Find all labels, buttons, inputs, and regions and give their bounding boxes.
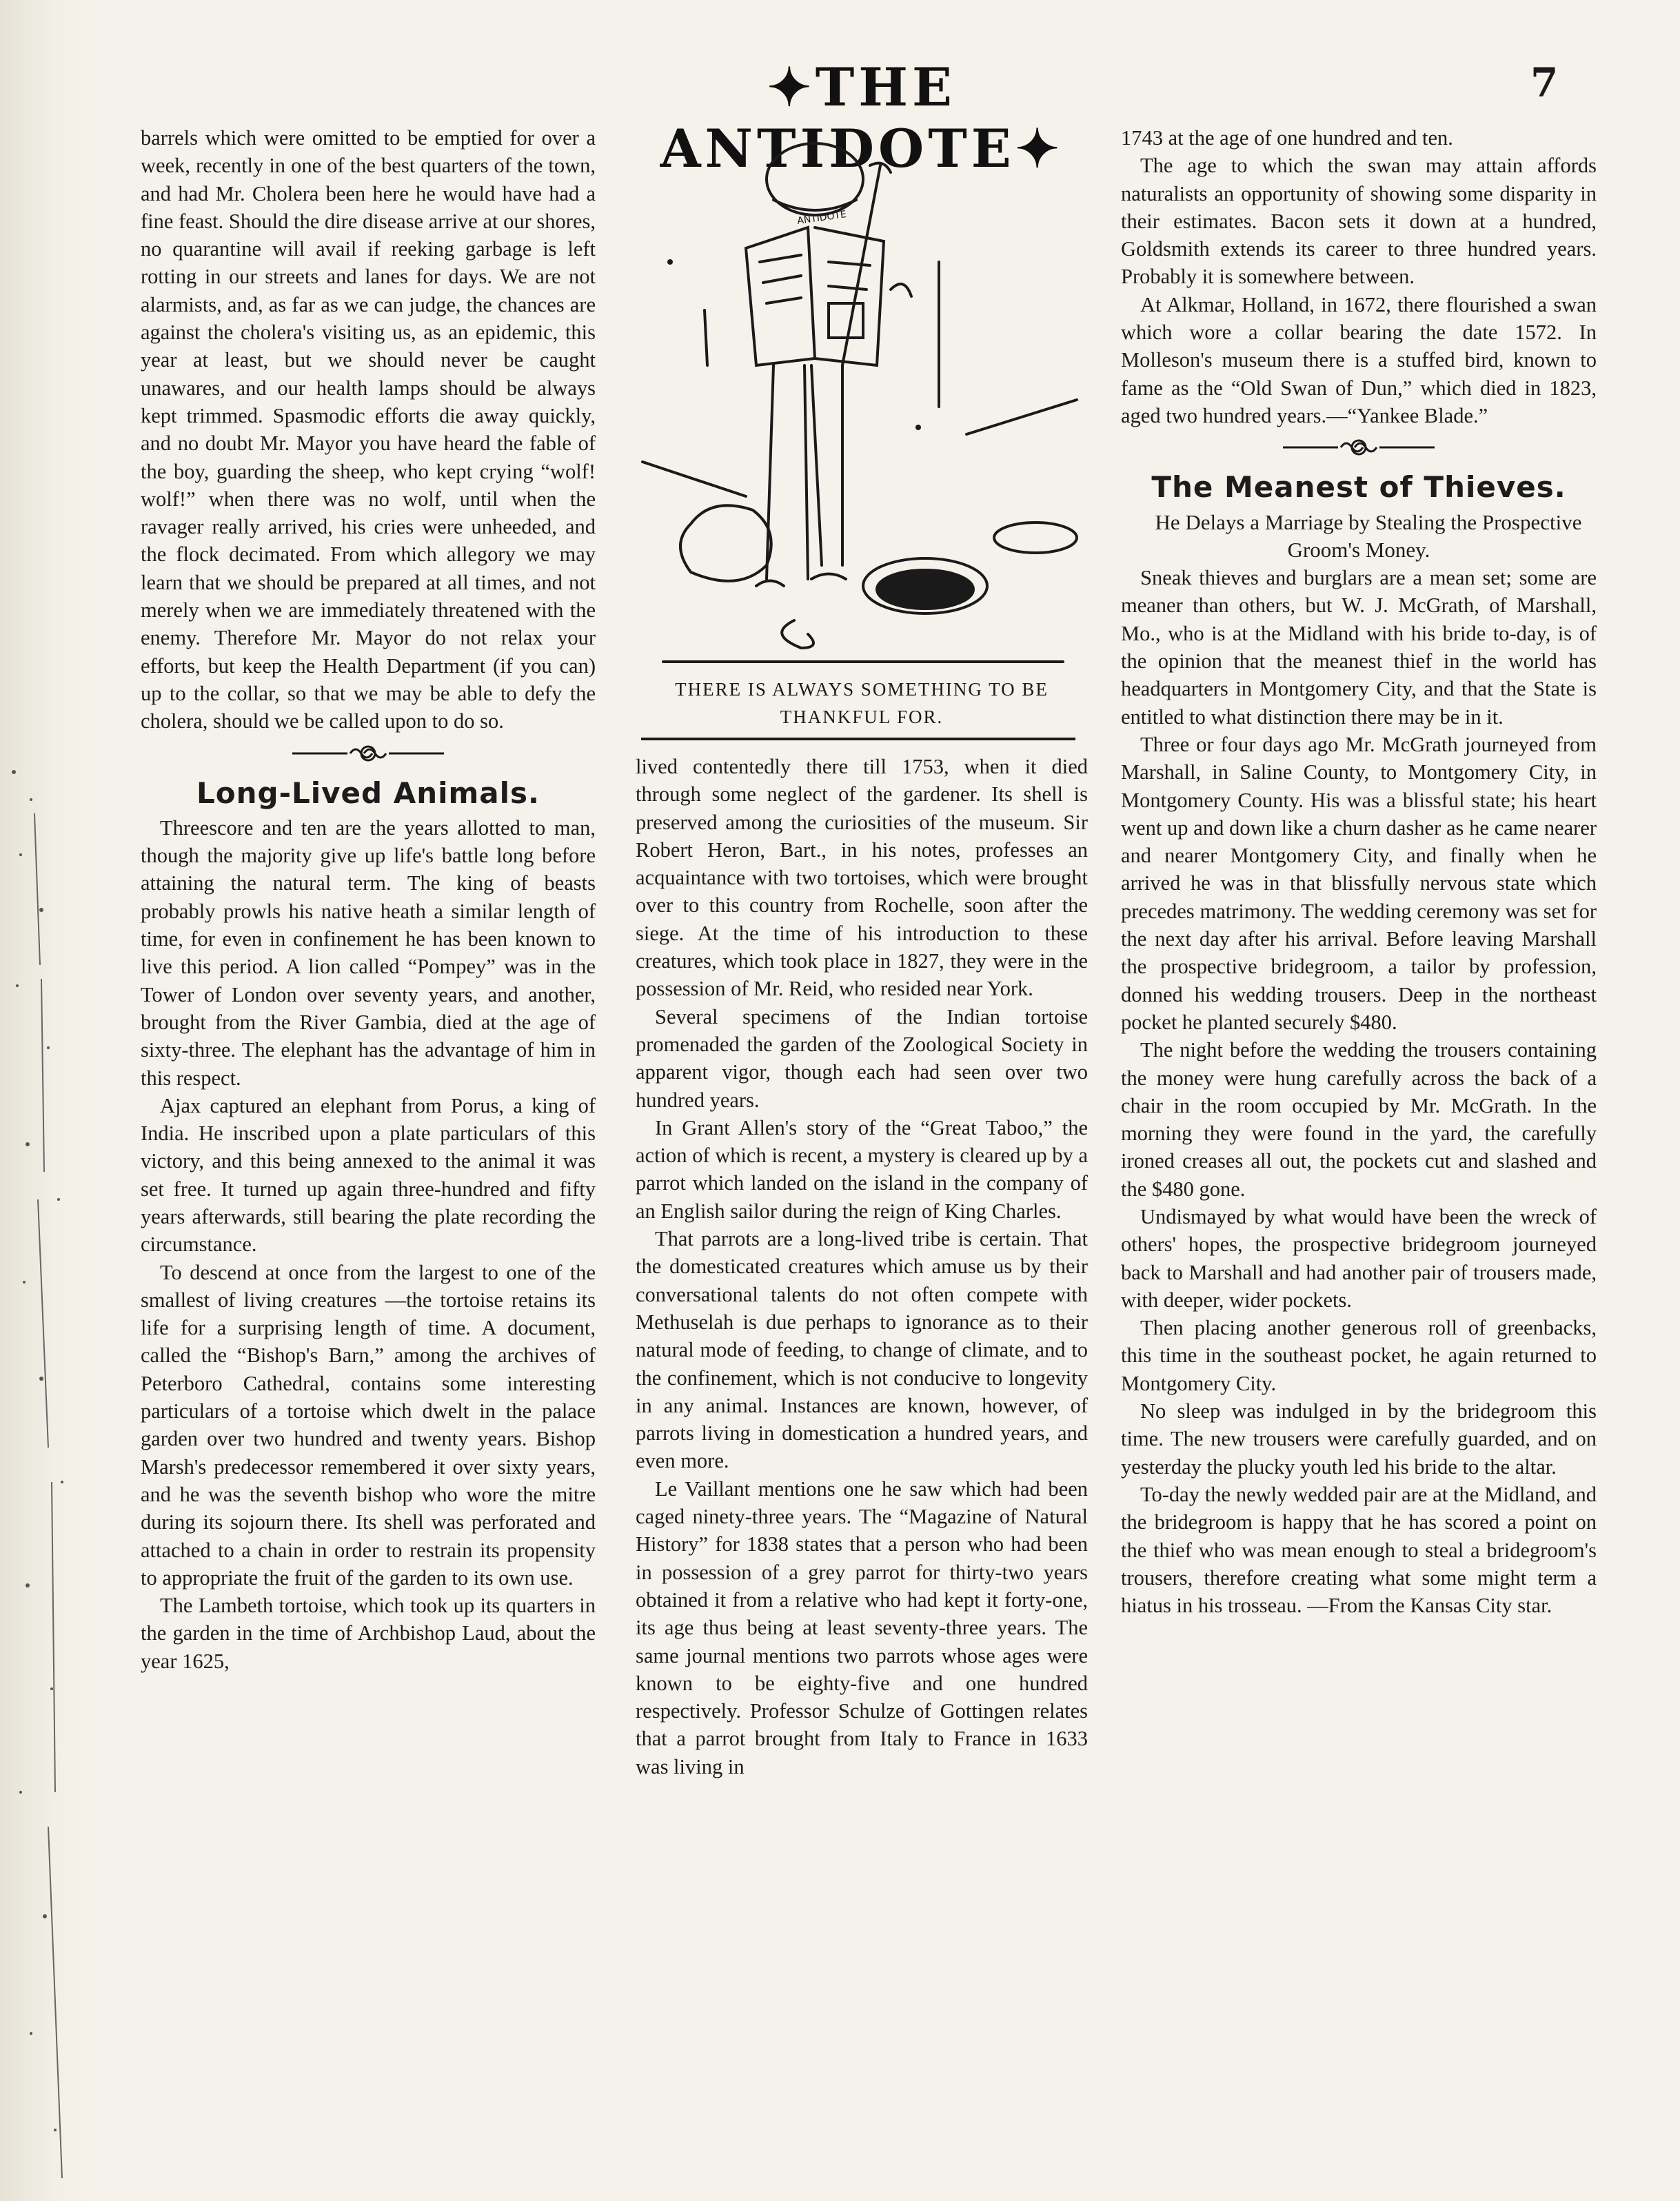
paragraph: Ajax captured an elephant from Porus, a king of India. He inscribed upon a plate particulars of this victory, and this being annexed to the animal it was set free. It turned up again three-hundred and fifty years afterwards, still bearing the plate recording the circumstance.	[141, 1093, 596, 1257]
illustration	[636, 138, 1088, 676]
paragraph: The night before the wedding the trousers containing the money were hung carefully across the back of a chair in the room occupied by Mr. McGrath. In the morning they were found in the yard, the carefully ironed creases all out, the pockets cut and slashed and the $480 gone.	[1121, 1038, 1597, 1201]
article-heading: The Meanest of Thieves.	[1151, 470, 1566, 505]
horizontal-rule	[641, 738, 1075, 740]
paragraph: lived contentedly there till 1753, when it died through some neglect of the gardener. Its shell is preserved among the curiosities of the museum. Sir Robert Heron, Bart., in his notes, professes an acquaintance with two tortoises, which were brought over to this country from Rochelle, soon after the siege. At the time of his introduction to these creatures, which took place in 1827, they were in the possession of Mr. Reid, who resided near York.	[636, 755, 1088, 1001]
man-reading-newspaper-drawing	[636, 138, 1088, 676]
paragraph: To-day the newly wedded pair are at the Midland, and the bridegroom is happy that he has scored a point on the thief who was mean enough to steal a bridegroom's trousers, therefore creating what some might term a hiatus in his trosseau. —From the Kansas City star.	[1121, 1482, 1597, 1618]
illustration-caption: THERE IS ALWAYS SOMETHING TO BE THANKFUL FOR.	[675, 679, 1049, 727]
paragraph: barrels which were omitted to be emptied for over a week, recently in one of the best quarters of the town, and had Mr. Cholera been here he would have had a fine feast. Should the dire disease arrive at our shores, no quarantine will avail if reeking garbage is left rotting in our streets and lanes for days. We are not alarmists, and, as far as we can judge, the chances are against the cholera's visiting us, as an epidemic, this year at least, but we should never be caught unawares, and our health lamps should be always kept trimmed. Spasmodic efforts die away quickly, and no doubt Mr. Mayor you have heard the fable of the boy, guarding the sheep, who kept crying “wolf! wolf!” when there was no wolf, until when the ravager really arrived, his cries were unheeded, and the flock decimated. From which allegory we may learn that we should be prepared at all times, and not merely when we are immediately threatened with the enemy. Therefore Mr. Mayor do not relax your efforts, but keep the Health Department (if you can) up to the collar, so that we may be able to defy the cholera, should we be called upon to do so.	[141, 126, 596, 733]
scan-speckle	[0, 758, 97, 2192]
paragraph: Le Vaillant mentions one he saw which had been caged ninety-three years. The “Magazine of Natural History” for 1838 states that a person who had been in possession of a grey parrot for thirty-two years obtained it from a relative who had kept it forty-one, its age thus being at least seventy-three years. The same journal mentions two parrots whose ages were known to be eighty-five and one hundred respectively. Professor Schulze of Gottingen relates that a parrot brought from Italy to France in 1633 was living in	[636, 1477, 1088, 1778]
column-1	[141, 124, 596, 1675]
paragraph: That parrots are a long-lived tribe is certain. That the domesticated creatures which amuse us by their conversational talents do not often compete with Methuselah is due perhaps to ignorance as to their natural mode of feeding, to change of climate, and to the confinement, which is not conducive to longevity in any animal. Instances are known, however, of parrots living in domestication a hundred years, and even more.	[636, 1227, 1088, 1473]
paragraph: Three or four days ago Mr. McGrath journeyed from Marshall, in Saline County, to Montgomery City, in Montgomery County. His was a blissful state; his heart went up and down like a churn dasher as he came nearer and nearer Montgomery City, and finally when he arrived he was in that blissfully nervous state which precedes matrimony. The wedding ceremony was set for the next day after his arrival. Before leaving Marshall the prospective bridegroom, a tailor by profession, donned his wedding trousers. Deep in the northeast pocket he planted securely $480.	[1121, 732, 1597, 1034]
article-heading: Long-Lived Animals.	[196, 775, 540, 810]
paragraph: Undismayed by what would have been the wreck of others' hopes, the prospective bridegroom journeyed back to Marshall and had another pair of trousers made, with deeper, wider pockets.	[1121, 1204, 1597, 1312]
column-3	[1121, 124, 1597, 1619]
publication-title: ✦THE ANTIDOTE✦	[660, 57, 1064, 179]
ornament-divider	[1121, 434, 1597, 464]
newspaper-masthead-text: ANTIDOTE	[796, 209, 847, 227]
page-number: 7	[1530, 59, 1559, 106]
paragraph: To descend at once from the largest to one of the smallest of living creatures —the tortoise retains its life for a surprising length of time. A document, called the “Bishop's Barn,” among the archives of Peterboro Cathedral, contains some interesting particulars of a tortoise which dwelt in the palace garden over two hundred and twenty years. Bishop Marsh's predecessor remembered it over sixty years, and he was the seventh bishop who wore the mitre during its sojourn there. Its shell was perforated and attached to a chain in order to restrain its propensity to appropriate the fruit of the garden to its own use.	[141, 1260, 596, 1590]
paragraph: Several specimens of the Indian tortoise promenaded the garden of the Zoological Society in apparent vigor, though each had seen over two hundred years.	[636, 1004, 1088, 1112]
paragraph: The Lambeth tortoise, which took up its quarters in the garden in the time of Archbishop Laud, about the year 1625,	[141, 1594, 596, 1673]
paragraph: Sneak thieves and burglars are a mean set; some are meaner than others, but W. J. McGrath, of Marshall, Mo., who is at the Midland with his bride to-day, is of the opinion that the meanest thief in the world has headquarters in Montgomery City, and that the State is entitled to what distinction there may be in it.	[1121, 566, 1597, 729]
article-subheading: He Delays a Marriage by Stealing the Prospective Groom's Money.	[1155, 509, 1582, 562]
paragraph: The age to which the swan may attain affords naturalists an opportunity of showing some disparity in their estimates. Bacon sets it down at a hundred, Goldsmith extends its career to three hundred years. Probably it is somewhere between.	[1121, 154, 1597, 289]
paragraph: At Alkmar, Holland, in 1672, there flourished a swan which wore a collar bearing the date 1572. In Molleson's museum there is a stuffed bird, known to fame as the “Old Swan of Dun,” which died in 1823, aged two hundred years.—“Yankee Blade.”	[1121, 292, 1597, 427]
paragraph: Then placing another generous roll of greenbacks, this time in the southeast pocket, he again returned to Montgomery City.	[1121, 1316, 1597, 1395]
paragraph: No sleep was indulged in by the bridegroom this time. The new trousers were carefully guarded, and on yesterday the plucky youth led his bride to the altar.	[1121, 1399, 1597, 1479]
ornament-divider	[141, 740, 596, 770]
column-2	[636, 753, 1088, 1781]
paragraph: 1743 at the age of one hundred and ten.	[1121, 126, 1453, 150]
paragraph: Threescore and ten are the years allotted to man, though the majority give up life's battle long before attaining the natural term. The king of beasts probably prowls his native heath a similar length of time, for even in confinement he has been known to live this period. A lion called “Pompey” was in the Tower of London over seventy years, and another, brought from the River Gambia, died at the age of sixty-three. The elephant has the advantage of him in this respect.	[141, 815, 596, 1090]
paragraph: In Grant Allen's story of the “Great Taboo,” the action of which is recent, a mystery is cleared up by a parrot which landed on the island in the company of an English sailor during the reign of King Charles.	[636, 1115, 1088, 1223]
